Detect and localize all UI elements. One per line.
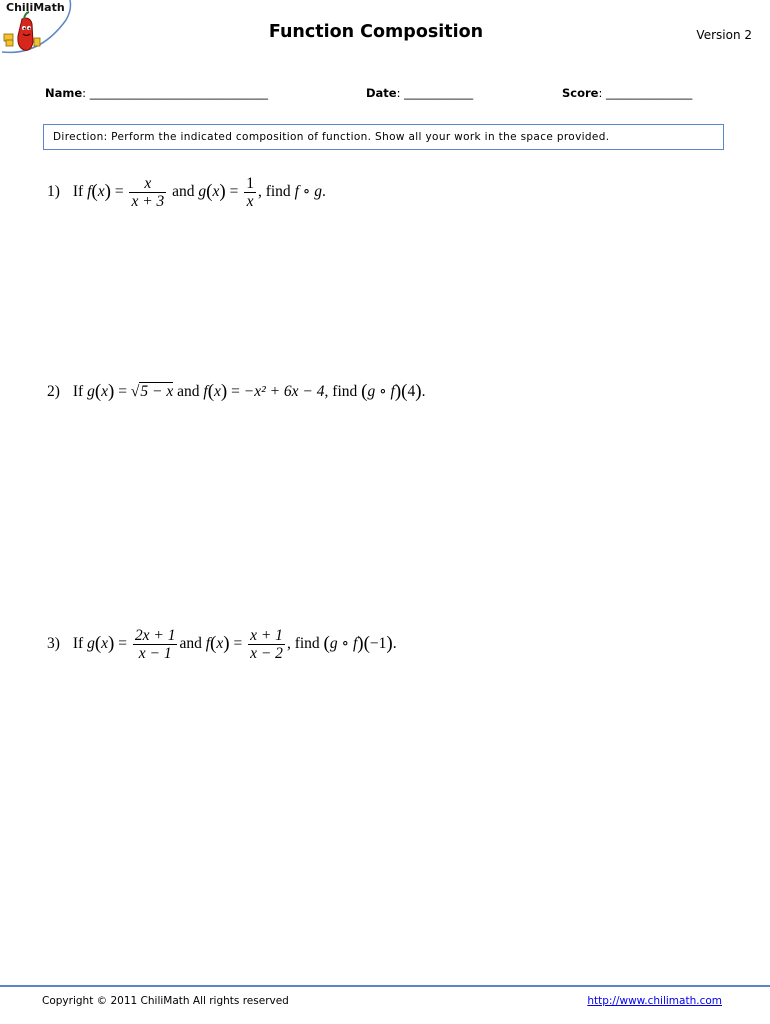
expression: −x² + 6x − 4 (243, 383, 325, 400)
problem-number: 3) (47, 635, 60, 653)
numerator: 2x + 1 (134, 627, 176, 644)
and-word: and (172, 183, 195, 201)
variable: x (101, 383, 109, 400)
argument: −1 (369, 635, 387, 653)
if-word: If (72, 383, 84, 400)
find-word: , find (286, 635, 320, 653)
variable: x (101, 635, 109, 653)
period: . (392, 635, 397, 653)
function-name: g (198, 183, 207, 201)
composition-target: f ∘ g (294, 183, 322, 201)
find-word: , find (257, 183, 291, 201)
fraction (244, 175, 256, 210)
date-blank: : ____________ (396, 86, 474, 100)
period: . (321, 183, 326, 201)
score-label: Score (562, 86, 599, 100)
numerator: 1 (246, 175, 254, 192)
numerator: x + 1 (250, 627, 283, 644)
function-name: g (87, 383, 95, 400)
score-field[interactable] (562, 86, 692, 100)
page-title: Function Composition (268, 22, 484, 42)
variable: x (216, 635, 224, 653)
problem-3: 3) If g(x) = $\frac{2x + 1}{x - 1}$ and f(x) = $\frac{x + 1}{x - 2}$ , find (g ∘ f)(−1). (47, 627, 397, 662)
numerator: x (129, 175, 166, 193)
denominator: x − 1 (138, 645, 172, 662)
variable: x (214, 383, 221, 400)
composition-target: g ∘ f (367, 383, 395, 400)
and-word: and (177, 383, 200, 400)
if-word: If (72, 183, 84, 201)
if-word: If (72, 635, 84, 653)
problem-number: 1) (47, 183, 60, 201)
radicand: 5 − x (140, 383, 174, 400)
problem-number: 2) (47, 383, 60, 400)
variable: x (97, 183, 105, 201)
problem-1: 1) If f(x) = $\frac{x}{x + 3}$ and g(x) = $\frac{1}{x}$ , find f ∘ g. (47, 175, 326, 210)
chilimath-link[interactable]: http://www.chilimath.com (587, 995, 722, 1007)
fraction (129, 175, 166, 210)
function-name: g (87, 635, 95, 653)
problem-2: 2) If g(x) = √5 − x and f(x) = −x² + 6x − 4, find (g ∘ f)(4). (47, 381, 426, 402)
direction-box: Direction: Perform the indicated composition of function. Show all your work in the space provided. (43, 124, 724, 150)
copyright-text: Copyright © 2011 ChiliMath All rights reserved (42, 995, 289, 1007)
fraction (133, 627, 178, 662)
argument: 4 (407, 383, 416, 400)
logo-text: ChiliMath (6, 1, 65, 14)
date-field[interactable] (366, 86, 473, 100)
function-name: f (87, 183, 92, 201)
denominator: x + 3 (131, 193, 165, 210)
function-name: f (205, 635, 211, 653)
find-word: , find (324, 383, 358, 400)
and-word: and (179, 635, 202, 653)
fraction (248, 627, 285, 662)
footer-divider (0, 985, 770, 987)
sqrt-sign: √ (130, 383, 140, 400)
score-blank: : _______________ (598, 86, 693, 100)
denominator: x − 2 (250, 645, 283, 662)
version-label: Version 2 (696, 28, 752, 42)
date-label: Date (366, 86, 397, 100)
denominator: x (246, 193, 254, 210)
function-name: f (203, 383, 208, 400)
name-blank: : _______________________________ (82, 86, 268, 100)
name-field[interactable] (45, 86, 268, 100)
name-label: Name (45, 86, 83, 100)
variable: x (212, 183, 220, 201)
period: . (421, 383, 426, 400)
composition-target: g ∘ f (329, 635, 358, 653)
